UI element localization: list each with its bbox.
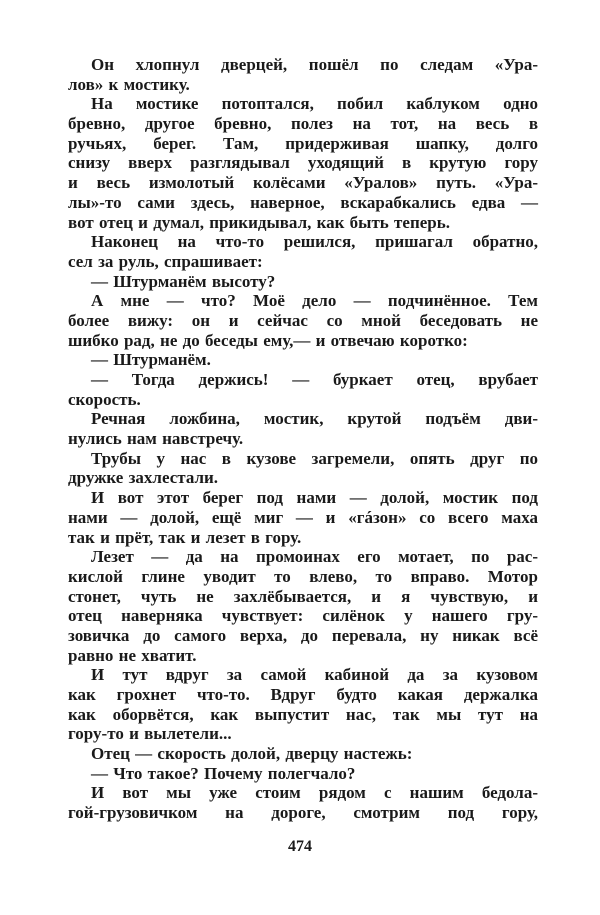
text-line: равно не хватит. [68, 645, 197, 665]
text-line: И вот этот берег под нами — долой, мостик под [91, 488, 538, 508]
text-line: Речная ложбина, мостик, крутой подъём дви- [91, 409, 538, 429]
text-line: стонет, чуть не захлёбывается, и я чувствую, и [68, 586, 538, 606]
text-line: Трубы у нас в кузове загремели, опять друг по [91, 448, 538, 468]
paragraph [68, 547, 538, 665]
paragraph [68, 370, 538, 409]
paragraph [68, 291, 538, 350]
text-line: Он хлопнул дверцей, пошёл по следам «Ура- [91, 55, 538, 74]
text-line: А мне — что? Моё дело — подчинённое. Тем [91, 291, 538, 311]
text-line: Лезет — да на промоинах его мотает, по рас- [91, 547, 538, 567]
text-line: — Что такое? Почему полегчало? [91, 763, 356, 783]
text-line: нами — долой, ещё миг — и «гáзон» со всего маха [68, 507, 538, 527]
text-line: сел за руль, спрашивает: [68, 251, 263, 271]
paragraph [68, 409, 538, 448]
text-line: вот отец и думал, прикидывал, как быть теперь. [68, 212, 450, 232]
paragraph [68, 272, 538, 292]
text-line: кислой глине уводит то влево, то вправо. Мотор [68, 566, 538, 586]
text-line: зовичка до самого верха, до перевала, ну никак всё [68, 625, 538, 645]
text-line: скорость. [68, 389, 141, 409]
paragraph [68, 449, 538, 488]
paragraph [68, 744, 538, 764]
paragraph [68, 55, 538, 94]
text-line: отец наверняка чувствует: силёнок у нашего гру- [68, 606, 538, 626]
page-number: 474 [288, 838, 312, 855]
text-line: нулись нам навстречу. [68, 429, 244, 449]
text-line: — Штурманём. [91, 350, 211, 370]
paragraph [68, 94, 538, 232]
text-line: шибко рад, не до беседы ему,— и отвечаю коротко: [68, 330, 468, 350]
paragraph [68, 232, 538, 271]
text-line: На мостике потоптался, побил каблуком одно [91, 94, 538, 114]
paragraph [68, 665, 538, 744]
page-text [68, 55, 538, 823]
text-line: гой-грузовичком на дороге, смотрим под гору, [68, 803, 538, 823]
text-line: как грохнет что-то. Вдруг будто какая держалка [68, 685, 538, 704]
text-line: лы»-то сами здесь, наверное, вскарабкались едва — [68, 192, 538, 212]
text-line: дружке захлестали. [68, 468, 219, 488]
text-line: ручьях, берег. Там, придерживая шапку, долго [68, 133, 538, 153]
text-line: — Штурманём высоту? [91, 271, 276, 291]
text-line: И тут вдруг за самой кабиной да за кузовом [91, 665, 538, 685]
paragraph [68, 764, 538, 784]
text-line: снизу вверх разглядывал уходящий в крутую гору [68, 153, 538, 173]
text-line: так и прёт, так и лезет в гору. [68, 527, 302, 547]
paragraph [68, 350, 538, 370]
text-line: Наконец на что-то решился, пришагал обратно, [91, 232, 538, 252]
text-line: и весь измолотый колёсами «Уралов» путь. «Ура- [68, 173, 538, 193]
text-line: более вижу: он и сейчас со мной беседовать не [68, 310, 538, 330]
text-line: как оборвётся, как выпустит нас, так мы тут на [68, 704, 538, 724]
paragraph [68, 488, 538, 547]
text-line: бревно, другое бревно, полез на тот, на весь в [68, 114, 538, 134]
text-line: — Тогда держись! — буркает отец, врубает [91, 370, 538, 389]
text-line: лов» к мостику. [68, 74, 190, 94]
paragraph [68, 783, 538, 822]
text-line: гору-то и вылетели... [68, 724, 232, 744]
text-line: Отец — скорость долой, дверцу настежь: [91, 744, 413, 764]
text-line: И вот мы уже стоим рядом с нашим бедола- [91, 783, 538, 803]
